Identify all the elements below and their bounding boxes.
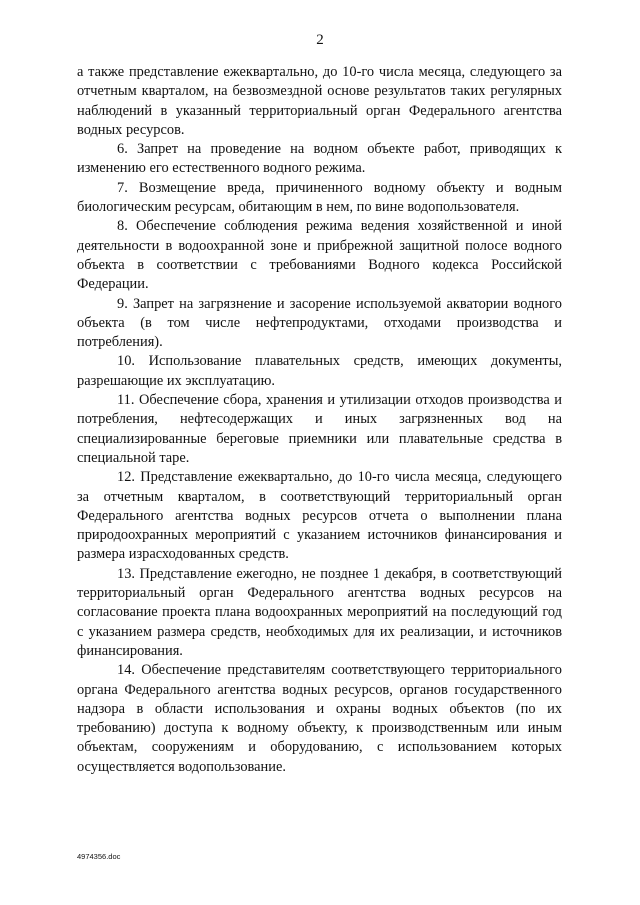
- document-body: [77, 63, 562, 777]
- paragraph-item-6: 6. Запрет на проведение на водном объекте работ, приводящих к изменению его естественного водного режима.: [77, 141, 562, 177]
- paragraph-item-14: 14. Обеспечение представителям соответствующего территориального органа Федерального агентства водных ресурсов, органов государственного надзора в области использования и охраны водных объектов (по их требованию) доступа к водному объекту, к производственным или иным объектам, сооружениям и оборудованию, с использованием которых осуществляется водопользование.: [77, 662, 562, 775]
- page-number: 2: [316, 32, 324, 48]
- paragraph-item-8: 8. Обеспечение соблюдения режима ведения хозяйственной и иной деятельности в водоохранной зоне и прибрежной защитной полосе водного объекта в соответствии с требованиями Водного кодекса Российской Федерации.: [77, 218, 562, 293]
- paragraph-item-10: 10. Использование плавательных средств, имеющих документы, разрешающие их эксплуатацию.: [77, 353, 562, 389]
- footer-filename: 4974356.doc: [77, 852, 121, 861]
- paragraph-continuation: а также представление ежеквартально, до 10-го числа месяца, следующего за отчетным кварталом, на безвозмездной основе результатов таких регулярных наблюдений в указанный территориальный орган Федерального агентства водных ресурсов.: [77, 64, 562, 138]
- paragraph-item-12: 12. Представление ежеквартально, до 10-го числа месяца, следующего за отчетным кварталом, в соответствующий территориальный орган Федерального агентства водных ресурсов отчета о выполнении плана природоохранных мероприятий с указанием источников финансирования и размера израсходованных средств.: [77, 469, 562, 563]
- paragraph-item-9: 9. Запрет на загрязнение и засорение используемой акватории водного объекта (в том числе нефтепродуктами, отходами производства и потребления).: [77, 295, 562, 351]
- paragraph-item-13: 13. Представление ежегодно, не позднее 1 декабря, в соответствующий территориальный орган Федерального агентства водных ресурсов на согласование проекта плана водоохранных мероприятий на последующий год с указанием размера средств, необходимых для их реализации, и источников финансирования.: [77, 565, 562, 659]
- paragraph-item-11: 11. Обеспечение сбора, хранения и утилизации отходов производства и потребления, нефтесодержащих и иных загрязненных вод на специализированные береговые приемники или плавательные средства в специальной таре.: [77, 392, 562, 466]
- paragraph-item-7: 7. Возмещение вреда, причиненного водному объекту и водным биологическим ресурсам, обитающим в нем, по вине водопользователя.: [77, 179, 562, 216]
